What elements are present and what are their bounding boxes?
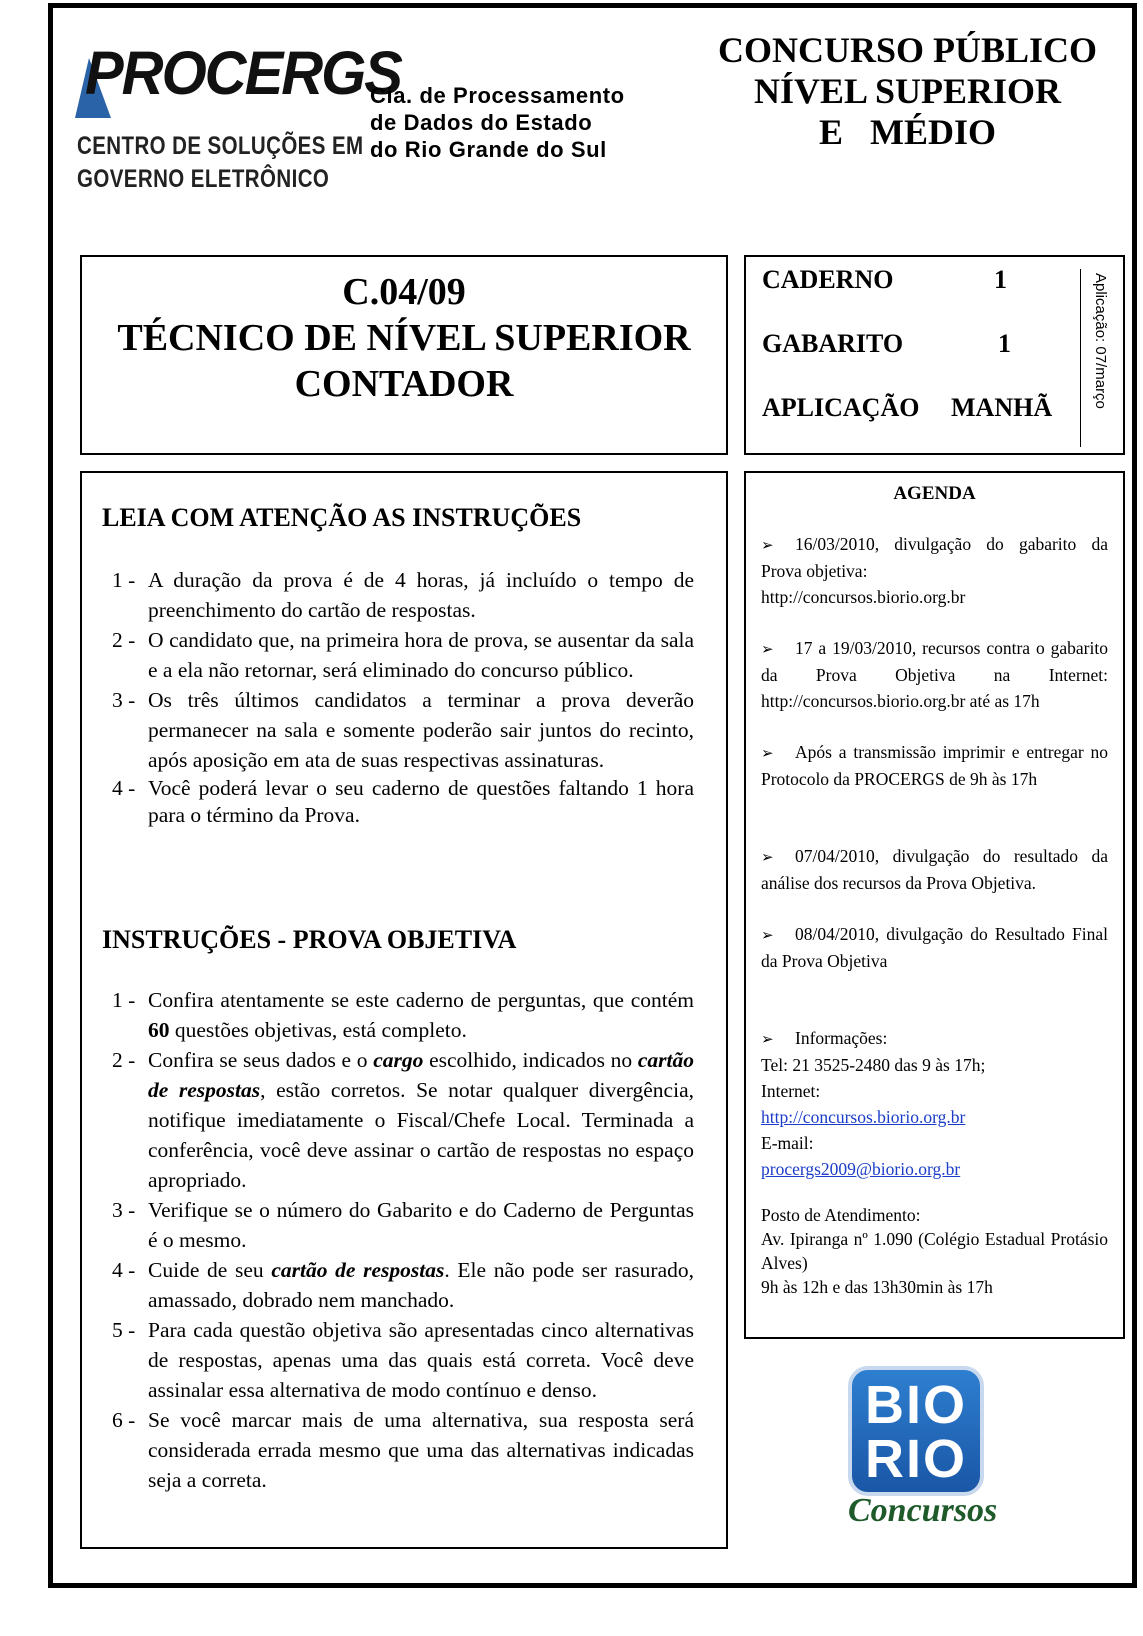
arrow-bullet-icon: ➢ xyxy=(761,536,774,554)
biorio-logo-line1: BIO xyxy=(864,1375,967,1435)
agenda-item: ➢ Após a transmissão imprimir e entregar no Protocolo da PROCERGS de 9h às 17h xyxy=(761,742,1108,789)
aplicacao-label: APLICAÇÃO xyxy=(762,393,920,422)
company-line: de Dados do Estado xyxy=(370,110,593,135)
gabarito-value: 1 xyxy=(998,329,1011,358)
instructions-heading: LEIA COM ATENÇÃO AS INSTRUÇÕES xyxy=(102,503,582,532)
arrow-bullet-icon: ➢ xyxy=(761,1030,774,1048)
list-item: 3 - Verifique se o número do Gabarito e do Caderno de Perguntas é o mesmo. xyxy=(112,1198,694,1252)
agenda-item: ➢ 17 a 19/03/2010, recursos contra o gabarito da Prova Objetiva na Internet: http://concursos.biorio.org.br até as 17h xyxy=(761,638,1108,711)
caderno-label: CADERNO xyxy=(762,265,894,294)
company-line: Cia. de Processamento xyxy=(370,83,625,108)
aplicacao-date-note: Aplicação: 07/março xyxy=(1092,273,1109,409)
concurso-line: CONCURSO PÚBLICO xyxy=(717,30,1098,70)
arrow-bullet-icon: ➢ xyxy=(761,640,774,658)
aplicacao-date-strip xyxy=(1080,269,1123,447)
arrow-bullet-icon: ➢ xyxy=(761,926,774,944)
company-name xyxy=(370,82,625,163)
list-item: 4 - Você poderá levar o seu caderno de questões faltando 1 hora para o término da Prova. xyxy=(112,776,694,827)
procergs-logo-subtitle-2: GOVERNO ELETRÔNICO xyxy=(77,165,330,193)
arrow-bullet-icon: ➢ xyxy=(761,848,774,866)
exam-title-box xyxy=(80,255,728,455)
posto-hours: 9h às 12h e das 13h30min às 17h xyxy=(761,1277,993,1297)
agenda-item: ➢ 07/04/2010, divulgação do resultado da análise dos recursos da Prova Objetiva. xyxy=(761,846,1108,893)
list-item: 3 - Os três últimos candidatos a terminar a prova deverão permanecer na sala e somente poderão sair juntos do recinto, após aposição em ata de suas respectivas assinaturas. xyxy=(112,688,694,772)
objective-instructions-heading: INSTRUÇÕES - PROVA OBJETIVA xyxy=(102,925,517,954)
internet-link[interactable]: http://concursos.biorio.org.br xyxy=(761,1107,966,1127)
agenda-item: ➢ 16/03/2010, divulgação do gabarito da Prova objetiva: http://concursos.biorio.org.br xyxy=(761,534,1108,607)
arrow-bullet-icon: ➢ xyxy=(761,744,774,762)
concurso-title xyxy=(705,30,1110,153)
posto-address: Av. Ipiranga nº 1.090 (Colégio Estadual Protásio Alves) xyxy=(761,1229,1108,1273)
list-item: 4 - Cuide de seu cartão de respostas. Ele não pode ser rasurado, amassado, dobrado nem manchado. xyxy=(112,1258,694,1312)
concurso-line: NÍVEL SUPERIOR xyxy=(753,71,1062,111)
procergs-logo-subtitle-1: CENTRO DE SOLUÇÕES EM xyxy=(77,132,364,160)
agenda-box xyxy=(744,471,1125,1339)
exam-position: TÉCNICO DE NÍVEL SUPERIOR xyxy=(117,317,691,359)
aplicacao-value: MANHÃ xyxy=(951,393,1053,422)
biorio-logo-tagline: Concursos xyxy=(848,1492,998,1529)
agenda-posto: Posto de Atendimento: Av. Ipiranga nº 1.090 (Colégio Estadual Protásio Alves) 9h às 12h e das 13h30min às 17h xyxy=(761,1205,1108,1297)
contact-phone: Tel: 21 3525-2480 das 9 às 17h; xyxy=(761,1055,986,1075)
list-item: 6 - Se você marcar mais de uma alternativa, sua resposta será considerada errada mesmo que uma das alternativas indicadas seja a correta. xyxy=(112,1408,694,1492)
objective-instructions-list xyxy=(112,985,694,1495)
general-instructions-list xyxy=(112,565,694,829)
agenda-item: ➢ 08/04/2010, divulgação do Resultado Final da Prova Objetiva xyxy=(761,924,1108,971)
procergs-logo xyxy=(75,39,401,205)
email-link[interactable]: procergs2009@biorio.org.br xyxy=(761,1159,961,1179)
biorio-logo-line2: RIO xyxy=(864,1429,967,1489)
agenda-title: AGENDA xyxy=(893,483,976,504)
exam-role: CONTADOR xyxy=(294,363,514,405)
biorio-logo xyxy=(848,1366,984,1496)
list-item: 5 - Para cada questão objetiva são apresentadas cinco alternativas de respostas, apenas uma das quais está correta. Você deve assinalar essa alternativa de modo contínuo e denso. xyxy=(112,1318,694,1402)
list-item: 1 - A duração da prova é de 4 horas, já incluído o tempo de preenchimento do cartão de respostas. xyxy=(112,568,694,622)
exam-code: C.04/09 xyxy=(342,271,466,313)
caderno-box xyxy=(744,255,1125,455)
concurso-line: E MÉDIO xyxy=(818,112,996,152)
list-item: 1 - Confira atentamente se este caderno de perguntas, que contém 60 questões objetivas, está completo. xyxy=(112,988,694,1042)
list-item: 2 - Confira se seus dados e o cargo escolhido, indicados no cartão de respostas, estão corretos. Se notar qualquer divergência, notifique imediatamente o Fiscal/Chefe Local. Terminada a conferência, você deve assinar o cartão de respostas no espaço apropriado. xyxy=(112,1048,694,1192)
procergs-logo-word: PROCERGS xyxy=(85,39,401,108)
company-line: do Rio Grande do Sul xyxy=(370,137,607,162)
caderno-value: 1 xyxy=(994,265,1007,294)
gabarito-label: GABARITO xyxy=(762,329,904,358)
instructions-box xyxy=(80,471,728,1549)
agenda-contact: ➢ Informações: Tel: 21 3525-2480 das 9 às 17h; Internet: http://concursos.biorio.org.br E-mail: procergs2009@biorio.org.br xyxy=(761,1028,986,1179)
list-item: 2 - O candidato que, na primeira hora de prova, se ausentar da sala e a ela não retornar, será eliminado do concurso público. xyxy=(112,628,694,682)
